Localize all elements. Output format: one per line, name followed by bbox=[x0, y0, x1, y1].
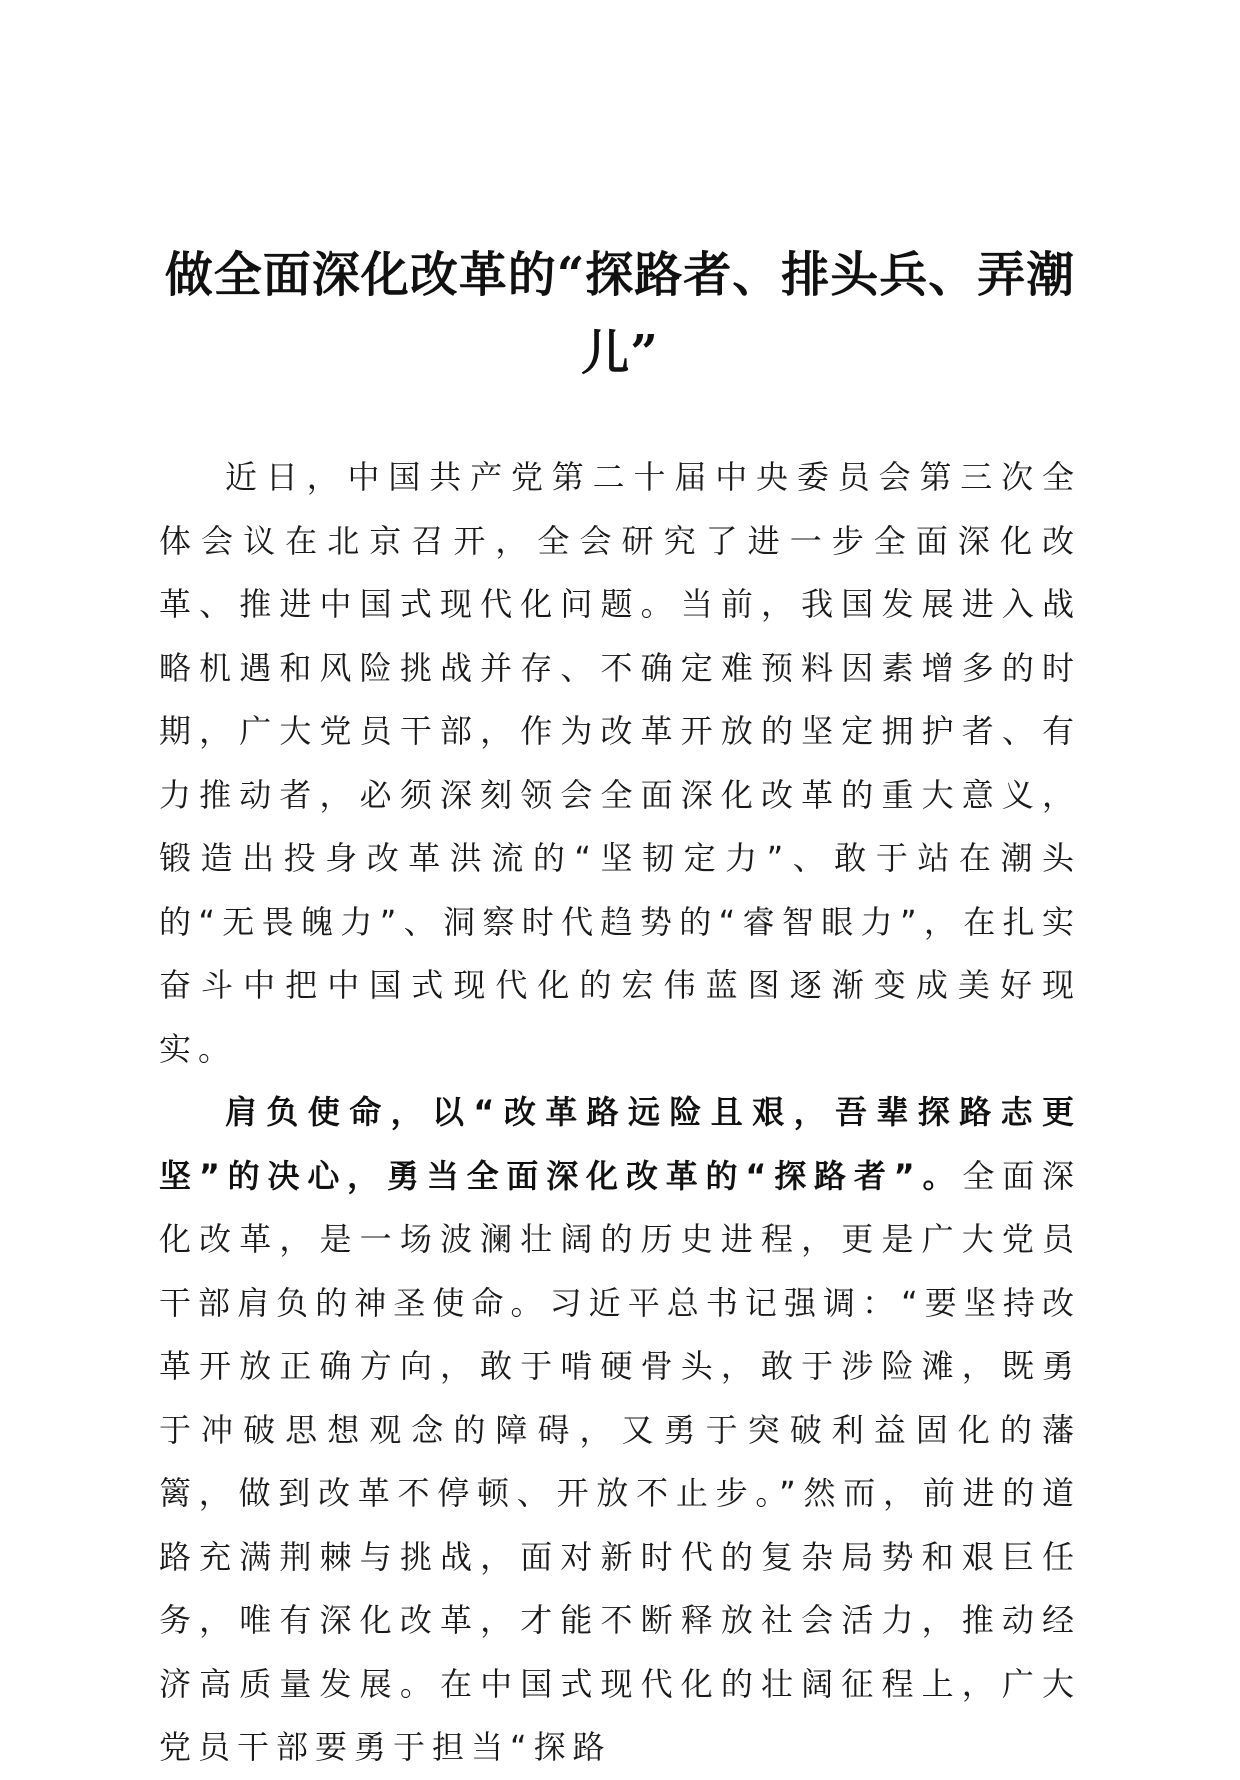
document-title bbox=[150, 236, 1090, 392]
title-line-1: 做全面深化改革的“探路者、排头兵、弄潮 bbox=[164, 247, 1076, 303]
paragraph-pathfinder-heading: 肩负使命，以“改革路远险且艰，吾辈探路志更坚”的决心，勇当全面深化改革的“探路者”。 bbox=[159, 1093, 1081, 1195]
paragraph-intro bbox=[159, 446, 1081, 1081]
paragraph-pathfinder-text: 全面深化改革，是一场波澜壮阔的历史进程，更是广大党员干部肩负的神圣使命。习近平总书记强调：“要坚持改革开放正确方向，敢于啃硬骨头，敢于涉险滩，既勇于冲破思想观念的障碍，又勇于突破利益固化的藩篱，做到改革不停顿、开放不止步。”然而，前进的道路充满荆棘与挑战，面对新时代的复杂局势和艰巨任务，唯有深化改革，才能不断释放社会活力，推动经济高质量发展。在中国式现代化的壮阔征程上，广大党员干部要勇于担当“探路 bbox=[159, 1156, 1081, 1766]
title-line-2: 儿” bbox=[581, 325, 659, 381]
paragraph-pathfinder bbox=[159, 1081, 1081, 1780]
document-body bbox=[159, 446, 1081, 1780]
paragraph-intro-text: 近日，中国共产党第二十届中央委员会第三次全体会议在北京召开，全会研究了进一步全面深化改革、推进中国式现代化问题。当前，我国发展进入战略机遇和风险挑战并存、不确定难预料因素增多的时期，广大党员干部，作为改革开放的坚定拥护者、有力推动者，必须深刻领会全面深化改革的重大意义，锻造出投身改革洪流的“坚韧定力”、敢于站在潮头的“无畏魄力”、洞察时代趋势的“睿智眼力”，在扎实奋斗中把中国式现代化的宏伟蓝图逐渐变成美好现实。 bbox=[159, 458, 1081, 1068]
